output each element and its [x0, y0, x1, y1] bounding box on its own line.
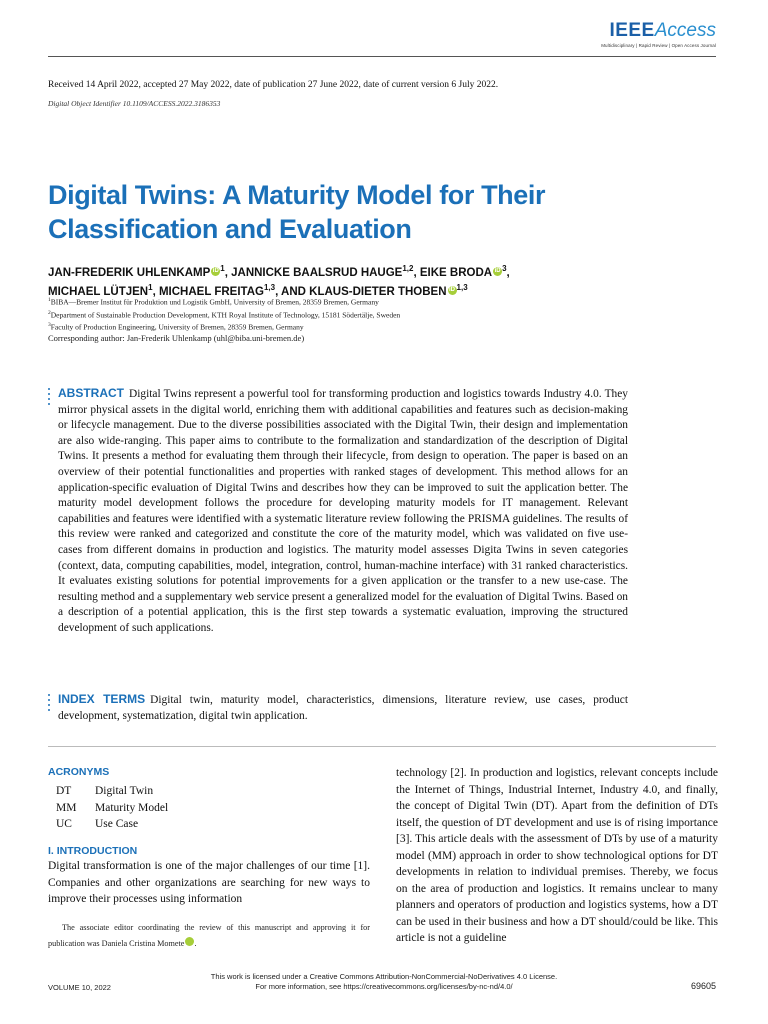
orcid-icon[interactable]: iD: [212, 268, 219, 274]
index-terms: [58, 692, 628, 724]
abstract: [58, 386, 628, 637]
received-dates: Received 14 April 2022, accepted 27 May 2022, date of publication 27 June 2022, date of current version 6 July 2022.: [48, 80, 499, 90]
affiliations: [48, 295, 400, 333]
section-heading: I. INTRODUCTION: [48, 845, 138, 857]
index-terms-marker-icon: [48, 694, 51, 714]
author-affil-sup: 1,3: [263, 283, 276, 292]
affiliation: $^1$BIBA—Bremer Institut für Produktion und Logistik GmbH, University of Bremen, 28359 Bremen, Germany: [48, 297, 379, 307]
acronym-row: DT Digital Twin: [56, 785, 154, 797]
corresponding-author: Corresponding author: Jan-Frederik Uhlenkamp (uhl@biba.uni-bremen.de): [48, 333, 305, 343]
logo-access: Access: [654, 20, 716, 41]
affiliation: $^2$Department of Sustainable Production Development, KTH Royal Institute of Technology, 15181 Södertälje, Sweden: [48, 309, 401, 319]
logo-tagline: Multidisciplinary | Rapid Review | Open Access Journal: [601, 43, 716, 48]
orcid-icon[interactable]: iD: [185, 937, 194, 946]
author-affil-sup: 1,3: [456, 283, 468, 292]
author-affil-sup: 1: [148, 283, 153, 292]
author-list: JAN-FREDERIK UHLENKAMP iD $^1$, JANNICKE BAALSRUD HAUGE$^{1,2}$, EIKE BRODA iD $^3$, MICHAEL LÜTJEN$^1$, MICHAEL FREITAG$^{1,3}$, AND KLAUS-DIETER THOBEN iD $^{1,3}$: [48, 264, 510, 298]
author-name: JAN-FREDERIK UHLENKAMP: [48, 267, 211, 279]
logo-ieee: IEEE: [609, 20, 655, 41]
abstract-label: ABSTRACT: [58, 386, 124, 400]
page-number: 69605: [690, 981, 716, 991]
author-affil-sup: 1: [220, 264, 225, 273]
author-name: , AND KLAUS-DIETER THOBEN: [275, 286, 447, 298]
acronym-row: MM Maturity Model: [56, 801, 169, 814]
author-name: , EIKE BRODA: [413, 267, 493, 279]
author-affil-sup: 3: [502, 264, 507, 273]
author-name: , MICHAEL FREITAG: [152, 286, 264, 298]
author-name: , JANNICKE BAALSRUD HAUGE: [224, 267, 403, 279]
volume-label: VOLUME 10, 2022: [48, 983, 111, 992]
author-affil-sup: 1,2: [402, 264, 414, 273]
author-name: MICHAEL LÜTJEN: [48, 286, 149, 298]
introduction-text: Digital transformation is one of the major challenges of our time [1]. Companies and other organizations are searching for new ways to improve their processes using information: [48, 860, 370, 905]
right-column-text: technology [2]. In production and logistics, relevant concepts include the Internet of Things, Industrial Internet, Industry 4.0, and finally, the concept of Digital Twin (DT). Apart from the definition of DTs itself, the question of DT development and use is of rising importance [3]. This article deals with the assessment of DTs by use of a maturity model (MM) approach in order to show technological options for DT developments in relation to individual premises. Thereby, we focus on the area of production and logistics. It remains unclear to many planners and operators of production and logistics systems, how a DT can be used in their business and how a DT should/could be like. This article is not a guideline: [396, 767, 718, 944]
paper-title: Digital Twins: A Maturity Model for Their Classification and Evaluation: [48, 180, 546, 244]
orcid-icon[interactable]: iD: [494, 268, 501, 274]
orcid-icon[interactable]: iD: [449, 287, 456, 293]
journal-logo: [601, 20, 716, 48]
index-terms-text: Digital twin, maturity model, characteristics, dimensions, literature review, use cases, product development, systematization, digital twin application.: [58, 694, 628, 722]
abstract-marker-icon: [48, 388, 51, 408]
acronym-list: [56, 783, 168, 833]
section-divider: [48, 746, 716, 747]
license-notice: This work is licensed under a Creative Commons Attribution-NonCommercial-NoDerivatives 4.0 License. For more information, see https://creativecommons.org/licenses/by-nc-nd/4.0/: [0, 972, 768, 992]
index-terms-label: INDEX TERMS: [58, 692, 146, 706]
editor-note: The associate editor coordinating the review of this manuscript and approving it for publication was Daniela Cristina Momete iD.: [48, 923, 370, 948]
acronym-row: UC Use Case: [56, 818, 139, 830]
header-divider: [48, 56, 716, 57]
abstract-text: Digital Twins represent a powerful tool for transforming production and logistics towards Industry 4.0. They mirror physical assets in the digital world, enriching them with additional capabilities and features such as decision-making or lifecycle management. Due to the diverse possibilities associated with the Digital Twin, their design and implementation are also wide-ranging. This paper aims to contribute to the formalization and standardization of the description of Digital Twins. It presents a method for evaluating them through their lifecycle, from design to operation. The paper is based on an overview of their potential functionalities and properties with ranked stages of development. This method allows for an application-specific evaluation of Digital Twins and describes how they can be improved to suit the application better. The maturity model development follows the procedure for developing maturity models for IT management. Relevant capabilities and features were identified with a systematic literature review following the PRISMA guidelines. The results of this review were ranked and categorized and constitute the core of the maturity model, which was validated on five use-cases from different domains in production and logistics. The maturity model assesses Digita Twins in seven categories (context, data, computing capabilities, model, integration, control, human-machine interface) with 31 ranked characteristics. It evaluates existing solutions for potential improvements for a given application or the transfer to a new use-case. The resulting method and a supplementary web service present a generalized model for the evaluation of Digital Twins. Based on a description of a potential application, this is the first step towards a systematic evaluation, improving the structured development of such applications.: [58, 388, 628, 634]
doi: Digital Object Identifier 10.1109/ACCESS.2022.3186353: [48, 99, 221, 108]
license-link[interactable]: For more information, see https://creativecommons.org/licenses/by-nc-nd/4.0/: [255, 982, 513, 991]
acronyms-heading: ACRONYMS: [48, 766, 110, 778]
affiliation: $^3$Faculty of Production Engineering, University of Bremen, 28359 Bremen, Germany: [48, 322, 304, 332]
